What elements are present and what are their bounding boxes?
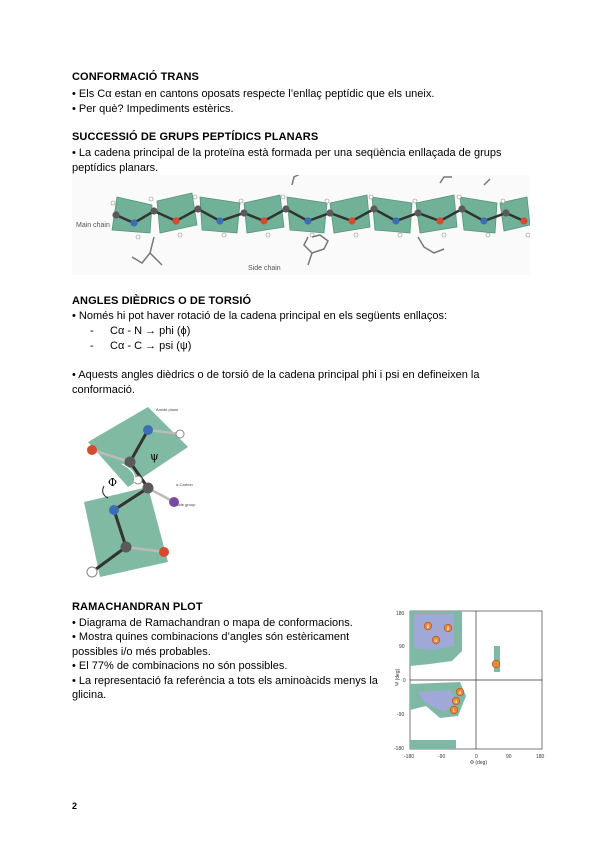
x-tick: -90 bbox=[438, 754, 446, 760]
atom bbox=[520, 217, 527, 224]
atom bbox=[216, 217, 223, 224]
hydrogen-atom bbox=[136, 235, 140, 239]
text-line: • Els Cα estan en cantons oposats respecte l’enllaç peptídic que els uneix. bbox=[72, 88, 435, 100]
atom bbox=[414, 209, 421, 216]
atom bbox=[304, 217, 311, 224]
atom bbox=[150, 207, 157, 214]
x-tick: -180 bbox=[404, 754, 415, 760]
region-marker-label: β bbox=[426, 624, 430, 630]
hydrogen-atom bbox=[266, 233, 270, 237]
x-tick: 90 bbox=[506, 754, 512, 760]
text-line: glicina. bbox=[72, 689, 107, 701]
atom bbox=[458, 205, 465, 212]
atom bbox=[480, 217, 487, 224]
atom bbox=[112, 211, 119, 218]
y-tick: 180 bbox=[396, 611, 405, 617]
text-line: • La representació fa referència a tots els aminoàcids menys la bbox=[72, 675, 378, 687]
hydrogen-atom bbox=[281, 195, 285, 199]
heading-successio-grups: SUCCESSIÓ DE GRUPS PEPTÍDICS PLANARS bbox=[72, 131, 319, 143]
region-marker-label: β bbox=[446, 626, 450, 632]
y-axis-label: Ψ (deg) bbox=[395, 668, 401, 686]
hydrogen-atom bbox=[413, 199, 417, 203]
ramachandran-plot bbox=[390, 606, 550, 766]
y-tick: 90 bbox=[399, 644, 405, 650]
hydrogen-atom bbox=[178, 233, 182, 237]
dihedral-angles-figure bbox=[78, 402, 208, 584]
region-marker-label: α bbox=[434, 638, 438, 644]
atom bbox=[392, 217, 399, 224]
text-line: • Mostra quines combinacions d’angles són estèricament bbox=[72, 631, 350, 643]
y-tick: -90 bbox=[397, 712, 405, 718]
region-marker-label: α bbox=[454, 699, 458, 705]
atom bbox=[502, 209, 509, 216]
atom bbox=[194, 205, 201, 212]
atom bbox=[240, 209, 247, 216]
hydrogen-atom bbox=[501, 199, 505, 203]
hydrogen-atom bbox=[398, 233, 402, 237]
region-marker bbox=[492, 660, 500, 668]
y-tick: 0 bbox=[403, 678, 406, 684]
hydrogen-atom bbox=[222, 233, 226, 237]
heading-ramachandran: RAMACHANDRAN PLOT bbox=[72, 601, 203, 613]
label-psi: ψ bbox=[150, 450, 159, 463]
text-line: • Diagrama de Ramachandran o mapa de conformacions. bbox=[72, 617, 353, 629]
x-tick: 180 bbox=[536, 754, 545, 760]
peptide-chain-figure bbox=[72, 175, 530, 275]
y-tick: -180 bbox=[394, 746, 405, 752]
text-line: • El 77% de combinacions no són possibles. bbox=[72, 660, 288, 672]
label-alpha-carbon: α-Carbon bbox=[176, 482, 193, 487]
region-marker-label: L bbox=[452, 708, 456, 714]
x-tick: 0 bbox=[475, 754, 478, 760]
atom bbox=[436, 217, 443, 224]
hydrogen-atom bbox=[325, 199, 329, 203]
region-marker-label: α bbox=[458, 690, 462, 696]
atom bbox=[260, 217, 267, 224]
label-side-chain: Side chain bbox=[248, 265, 281, 272]
text-line: • Per què? Impediments estèrics. bbox=[72, 103, 234, 115]
heading-conformacio-trans: CONFORMACIÓ TRANS bbox=[72, 71, 199, 83]
atom bbox=[282, 205, 289, 212]
hydrogen-atom bbox=[457, 195, 461, 199]
text-line: • Aquests angles dièdrics o de torsió de la cadena principal phi i psi en defineixen la bbox=[72, 369, 480, 381]
text-line: possibles i/o més probables. bbox=[72, 646, 211, 658]
hydrogen-atom bbox=[526, 233, 530, 237]
heading-angles-diedrics: ANGLES DIÈDRICS O DE TORSIÓ bbox=[72, 295, 252, 307]
atom bbox=[172, 217, 179, 224]
hydrogen-atom bbox=[354, 233, 358, 237]
hydrogen-atom bbox=[369, 195, 373, 199]
label-side-group: Side group bbox=[176, 502, 196, 507]
atom bbox=[370, 205, 377, 212]
page-number: 2 bbox=[72, 801, 78, 811]
x-axis-label: Φ (deg) bbox=[470, 760, 488, 766]
text-line: peptídics planars. bbox=[72, 162, 159, 174]
hydrogen-atom bbox=[239, 199, 243, 203]
hydrogen-atom bbox=[149, 197, 153, 201]
psi-item: - Cα - C → psi (ψ) bbox=[90, 340, 192, 352]
label-phi: Φ bbox=[108, 476, 118, 489]
text-line: conformació. bbox=[72, 384, 135, 396]
hydrogen-atom bbox=[193, 195, 197, 199]
label-amide-plane: Amide plane bbox=[156, 407, 179, 412]
atom bbox=[348, 217, 355, 224]
text-line: • Només hi pot haver rotació de la cadena principal en els següents enllaços: bbox=[72, 310, 448, 322]
hydrogen-atom bbox=[486, 233, 490, 237]
hydrogen-atom bbox=[442, 233, 446, 237]
label-main-chain: Main chain bbox=[76, 222, 110, 229]
atom bbox=[326, 209, 333, 216]
hydrogen-atom bbox=[111, 201, 115, 205]
phi-item: - Cα - N → phi (ϕ) bbox=[90, 325, 191, 337]
text-line: • La cadena principal de la proteïna està formada per una seqüència enllaçada de grups bbox=[72, 147, 502, 159]
atom bbox=[130, 219, 137, 226]
